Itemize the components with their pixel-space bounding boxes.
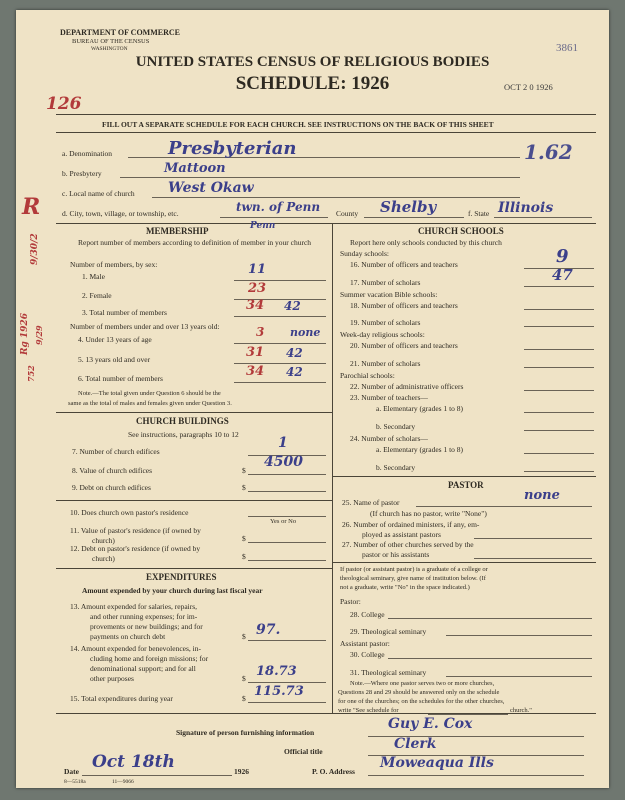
graduate-note-3: not a graduate, write "No" in the space indicated.) [340,584,470,591]
q5-label: 5. 13 years old and over [78,355,151,364]
q3-value: 34 [246,298,265,313]
pastor-note-2: Questions 28 and 29 should be answered only on the schedule [338,689,500,696]
q23a-label: a. Elementary (grades 1 to 8) [376,404,464,413]
instructions-line: FILL OUT A SEPARATE SCHEDULE FOR EACH CHURCH. SEE INSTRUCTIONS ON THE BACK OF THIS SHEET [102,120,494,129]
q26-line1: 26. Number of ordained ministers, if any, em- [342,520,480,529]
q14-value: 18.73 [256,664,297,679]
pastor-title: PASTOR [448,480,484,490]
signature-value: Guy E. Cox [388,716,473,732]
q16-label: 16. Number of officers and teachers [350,260,458,269]
sex-header: Number of members, by sex: [70,260,158,269]
buildings-sub: See instructions, paragraphs 10 to 12 [128,430,239,439]
schools-intro: Report here only schools conducted by this church [350,238,502,247]
bureau-label: BUREAU OF THE CENSUS [72,38,150,45]
q9-dollar: $ [242,483,246,492]
presbytery-label: b. Presbytery [62,169,102,178]
q3-label: 3. Total number of members [82,308,167,317]
pastor-note-1: Note.—Where one pastor serves two or more churches, [350,680,495,687]
q1-value: 11 [248,262,267,277]
city-town-value: twn. of Penn [236,200,321,214]
q4-label: 4. Under 13 years of age [78,335,152,344]
q11-label-line1: 11. Value of pastor's residence (if owned by [70,526,201,535]
q23b-label: b. Secondary [376,422,416,431]
expenditures-sub: Amount expended by your church during last fiscal year [82,586,263,595]
county-value: Shelby [380,198,437,216]
expenditures-title: EXPENDITURES [146,572,217,582]
membership-title-note: Penn [250,221,276,231]
q25-label: 25. Name of pastor [342,498,400,507]
q14-line4: other purposes [90,674,134,683]
denomination-value: Presbyterian [168,138,297,159]
q2-label: 2. Female [82,291,112,300]
q17-value: 47 [552,266,573,284]
city-town-label: d. City, town, village, or township, etc. [62,209,179,218]
q30-label: 30. College [350,650,385,659]
q31-label: 31. Theological seminary [350,668,427,677]
sunday-header: Sunday schools: [340,249,389,258]
q14-line2: cluding home and foreign missions; for [90,654,209,663]
city-label: WASHINGTON [91,46,128,52]
pastor-subheader: Pastor: [340,597,361,606]
q25-value: none [524,488,560,503]
schools-title: CHURCH SCHOOLS [418,226,504,236]
q1-label: 1. Male [82,272,105,281]
margin-date-3: 9/29 [34,325,44,345]
age-header: Number of members under and over 13 years old: [70,322,220,331]
q21-label: 21. Number of scholars [350,359,421,368]
official-title-label: Official title [284,747,323,756]
q6-value: 34 [246,364,265,379]
q15-value: 115.73 [254,684,304,699]
q7-label: 7. Number of church edifices [72,447,160,456]
q10-label: 10. Does church own pastor's residence [70,508,189,517]
form-title: UNITED STATES CENSUS OF RELIGIOUS BODIES [135,54,490,70]
census-schedule-page [16,10,609,788]
margin-date-1: 9/30/2 [30,233,40,265]
q24a-label: a. Elementary (grades 1 to 8) [376,445,464,454]
department-label: DEPARTMENT OF COMMERCE [60,28,181,37]
q6-value-2: 42 [286,365,303,379]
margin-date-4: 752 [26,365,36,382]
q23-label: 23. Number of teachers— [350,393,428,402]
q14-line1: 14. Amount expended for benevolences, in- [70,644,202,653]
q27-line2: pastor or his assistants [362,550,430,559]
pastor-note-5: church." [510,707,532,714]
q15-dollar: $ [242,694,246,703]
county-label: County [336,209,359,218]
q20-label: 20. Number of officers and teachers [350,341,458,350]
q24-label: 24. Number of scholars— [350,434,428,443]
q16-value: 9 [556,246,569,267]
membership-note-line2: same as the total of males and females given under Question 3. [68,400,232,407]
print-number: 11—9066 [112,779,134,785]
q12-label-line2: church) [92,554,115,563]
q15-label: 15. Total expenditures during year [70,694,173,703]
q8-value: 4500 [264,454,303,470]
q9-label: 9. Debt on church edifices [72,483,151,492]
pastor-note-3: for one of the churches; on the schedules for the other churches, [338,698,505,705]
q13-line4: payments on church debt [90,632,166,641]
membership-title: MEMBERSHIP [146,226,209,236]
assistant-subheader: Assistant pastor: [340,639,390,648]
local-name-value: West Okaw [168,180,254,196]
q4-value-2: none [290,326,321,339]
q19-label: 19. Number of scholars [350,318,421,327]
margin-r-mark: R [22,194,41,220]
q6-label: 6. Total number of members [78,374,163,383]
membership-note-line1: Note.—The total given under Question 6 should be the [78,390,221,397]
q14-line3: denominational support; and for all [90,664,196,673]
q11-dollar: $ [242,534,246,543]
q12-label-line1: 12. Debt on pastor's residence (if owned by [70,544,201,553]
q3-value-2: 42 [284,299,301,313]
local-name-label: c. Local name of church [62,189,135,198]
q14-dollar: $ [242,674,246,683]
q5-value-2: 42 [286,346,303,360]
q8-dollar: $ [242,466,246,475]
parochial-header: Parochial schools: [340,371,395,380]
buildings-title: CHURCH BUILDINGS [136,416,229,426]
q13-line1: 13. Amount expended for salaries, repairs, [70,602,198,611]
q27-line1: 27. Number of other churches served by the [342,540,474,549]
denomination-label: a. Denomination [62,149,112,158]
summer-header: Summer vacation Bible schools: [340,290,438,299]
q24b-label: b. Secondary [376,463,416,472]
presbytery-value: Mattoon [164,161,226,176]
q13-value: 97. [256,622,281,638]
q26-line2: ployed as assistant pastors [362,530,441,539]
stamp-number: 3861 [556,42,578,54]
q11-label-line2: church) [92,536,115,545]
official-title-value: Clerk [394,736,437,752]
q7-value: 1 [278,435,288,451]
po-address-value: Moweaqua Ills [380,755,494,771]
graduate-note-2: theological seminary, give name of institution below. (If [340,575,486,582]
q13-line3: provements or new buildings; and for [90,622,203,631]
year-label: 1926 [234,767,249,776]
date-value: Oct 18th [92,752,175,772]
q4-value: 3 [256,325,265,339]
q12-dollar: $ [242,552,246,561]
schedule-title: SCHEDULE: 1926 [235,73,390,94]
q22-label: 22. Number of administrative officers [350,382,464,391]
date-label: Date [64,767,79,776]
form-number: 8—5518a [64,779,86,785]
q18-label: 18. Number of officers and teachers [350,301,458,310]
q28-label: 28. College [350,610,385,619]
yes-no-note: Yes or No [270,518,297,525]
membership-intro: Report number of members according to definition of member in your church [78,238,312,247]
q17-label: 17. Number of scholars [350,278,421,287]
pastor-note-4: write "See schedule for [338,707,399,714]
margin-date-2: Rg 1926 [20,313,30,355]
q13-dollar: $ [242,632,246,641]
q2-value: 23 [248,281,267,296]
q8-label: 8. Value of church edifices [72,466,153,475]
state-label: f. State [468,209,490,218]
weekday-header: Week-day religious schools: [340,330,425,339]
graduate-note-1: If pastor (or assistant pastor) is a graduate of a college or [340,566,488,573]
received-date-stamp: OCT 2 0 1926 [504,82,553,92]
denomination-code: 1.62 [524,140,573,164]
q25-note: (If church has no pastor, write "None") [370,509,487,518]
po-address-label: P. O. Address [312,767,355,776]
state-value: Illinois [498,200,554,216]
q29-label: 29. Theological seminary [350,627,427,636]
q5-value: 31 [246,345,265,360]
signature-label: Signature of person furnishing information [176,728,315,737]
q13-line2: and other running expenses; for im- [90,612,198,621]
red-serial-number: 126 [46,94,82,114]
